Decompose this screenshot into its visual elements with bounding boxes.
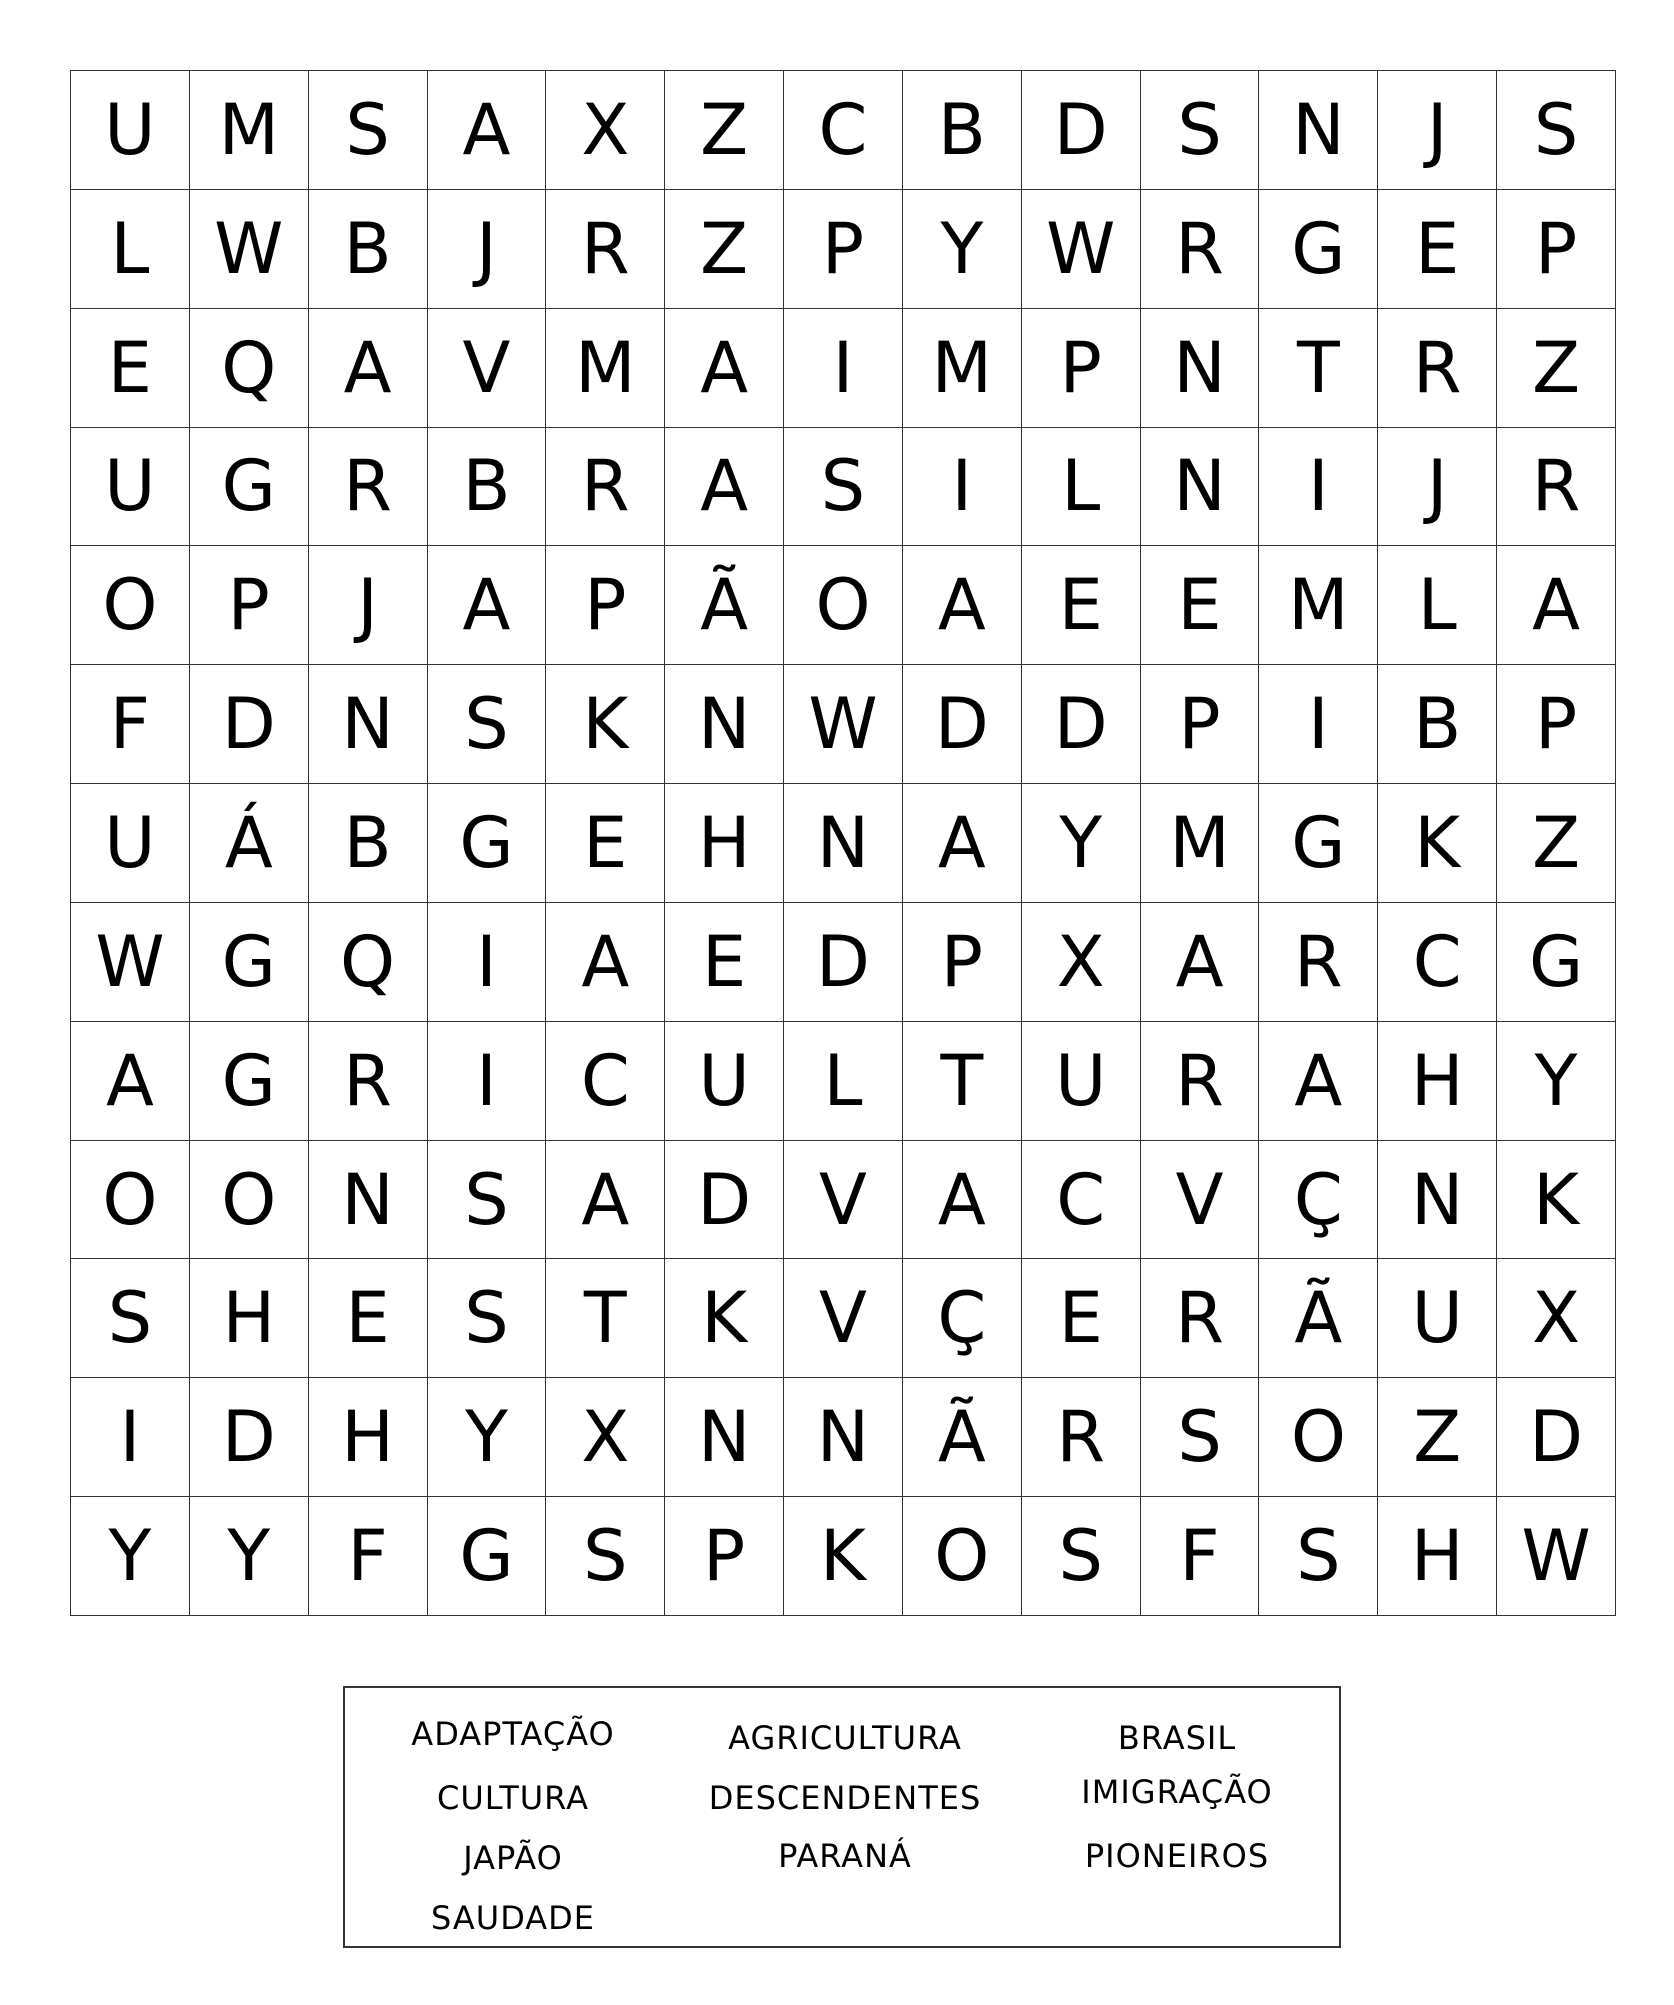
grid-cell[interactable]: Y — [903, 190, 1022, 309]
grid-cell[interactable]: H — [190, 1259, 309, 1378]
grid-cell[interactable]: W — [71, 903, 190, 1022]
grid-cell[interactable]: P — [1497, 665, 1616, 784]
word-bank-item: ADAPTAÇÃO — [411, 1715, 615, 1753]
grid-cell[interactable]: S — [309, 71, 428, 190]
grid-cell[interactable]: P — [190, 546, 309, 665]
grid-cell[interactable]: A — [903, 1141, 1022, 1260]
grid-cell[interactable]: A — [71, 1022, 190, 1141]
grid-cell[interactable]: G — [428, 784, 547, 903]
grid-cell[interactable]: X — [546, 71, 665, 190]
grid-cell[interactable]: S — [1141, 71, 1260, 190]
grid-cell[interactable]: Y — [71, 1497, 190, 1616]
grid-cell[interactable]: Z — [1497, 309, 1616, 428]
grid-cell[interactable]: C — [546, 1022, 665, 1141]
grid-cell[interactable]: A — [1497, 546, 1616, 665]
grid-cell[interactable]: D — [665, 1141, 784, 1260]
grid-cell[interactable]: S — [1497, 71, 1616, 190]
grid-cell[interactable]: G — [1259, 784, 1378, 903]
grid-cell[interactable]: C — [1378, 903, 1497, 1022]
grid-cell[interactable]: O — [71, 546, 190, 665]
grid-cell[interactable]: V — [784, 1259, 903, 1378]
grid-cell[interactable]: Ã — [665, 546, 784, 665]
grid-cell[interactable]: E — [1141, 546, 1260, 665]
grid-cell[interactable]: U — [71, 784, 190, 903]
grid-cell[interactable]: O — [1259, 1378, 1378, 1497]
grid-cell[interactable]: X — [546, 1378, 665, 1497]
grid-cell[interactable]: A — [428, 546, 547, 665]
grid-cell[interactable]: Ç — [1259, 1141, 1378, 1260]
grid-cell[interactable]: N — [784, 1378, 903, 1497]
grid-cell[interactable]: A — [665, 428, 784, 547]
grid-cell[interactable]: N — [1259, 71, 1378, 190]
grid-cell[interactable]: R — [546, 190, 665, 309]
grid-cell[interactable]: H — [309, 1378, 428, 1497]
word-bank — [343, 1686, 1341, 1948]
grid-cell[interactable]: X — [1022, 903, 1141, 1022]
grid-cell[interactable]: A — [428, 71, 547, 190]
grid-cell[interactable]: P — [546, 546, 665, 665]
grid-cell[interactable]: H — [1378, 1497, 1497, 1616]
grid-cell[interactable]: M — [190, 71, 309, 190]
grid-cell[interactable]: Y — [428, 1378, 547, 1497]
grid-cell[interactable]: O — [190, 1141, 309, 1260]
grid-cell[interactable]: L — [784, 1022, 903, 1141]
grid-cell[interactable]: T — [1259, 309, 1378, 428]
grid-cell[interactable]: T — [903, 1022, 1022, 1141]
grid-cell[interactable]: Y — [1022, 784, 1141, 903]
grid-cell[interactable]: U — [71, 71, 190, 190]
grid-cell[interactable]: N — [1141, 428, 1260, 547]
grid-cell[interactable]: U — [71, 428, 190, 547]
grid-cell[interactable]: I — [428, 1022, 547, 1141]
grid-cell[interactable]: R — [1141, 190, 1260, 309]
grid-cell[interactable]: P — [665, 1497, 784, 1616]
word-bank-item: PARANÁ — [778, 1837, 912, 1875]
grid-cell[interactable]: W — [784, 665, 903, 784]
grid-cell[interactable]: Y — [190, 1497, 309, 1616]
grid-cell[interactable]: R — [1497, 428, 1616, 547]
grid-cell[interactable]: G — [1497, 903, 1616, 1022]
grid-cell[interactable]: C — [784, 71, 903, 190]
grid-cell[interactable]: O — [903, 1497, 1022, 1616]
grid-cell[interactable]: G — [428, 1497, 547, 1616]
grid-cell[interactable]: B — [309, 784, 428, 903]
grid-cell[interactable]: J — [1378, 428, 1497, 547]
grid-cell[interactable]: S — [428, 1141, 547, 1260]
grid-cell[interactable]: L — [71, 190, 190, 309]
grid-cell[interactable]: A — [1141, 903, 1260, 1022]
grid-cell[interactable]: H — [1378, 1022, 1497, 1141]
grid-cell[interactable]: A — [1259, 1022, 1378, 1141]
grid-cell[interactable]: S — [428, 1259, 547, 1378]
word-bank-item: PIONEIROS — [1084, 1837, 1270, 1875]
grid-cell[interactable]: M — [1141, 784, 1260, 903]
grid-cell[interactable]: E — [1378, 190, 1497, 309]
grid-cell[interactable]: Q — [309, 903, 428, 1022]
grid-cell[interactable]: K — [1497, 1141, 1616, 1260]
grid-cell[interactable]: N — [784, 784, 903, 903]
grid-cell[interactable]: D — [903, 665, 1022, 784]
grid-cell[interactable]: L — [1378, 546, 1497, 665]
grid-cell[interactable]: S — [428, 665, 547, 784]
grid-cell[interactable]: Ã — [1259, 1259, 1378, 1378]
grid-cell[interactable]: C — [1022, 1141, 1141, 1260]
grid-cell[interactable]: I — [1259, 665, 1378, 784]
word-bank-item: CULTURA — [437, 1779, 589, 1817]
grid-cell[interactable]: S — [1259, 1497, 1378, 1616]
grid-cell[interactable]: R — [1259, 903, 1378, 1022]
grid-cell[interactable]: D — [190, 665, 309, 784]
grid-cell[interactable]: B — [428, 428, 547, 547]
grid-cell[interactable]: J — [428, 190, 547, 309]
grid-cell[interactable]: N — [309, 1141, 428, 1260]
word-bank-item: DESCENDENTES — [708, 1779, 982, 1817]
grid-cell[interactable]: B — [903, 71, 1022, 190]
grid-cell[interactable]: D — [190, 1378, 309, 1497]
grid-cell[interactable]: W — [1022, 190, 1141, 309]
grid-cell[interactable]: E — [665, 903, 784, 1022]
grid-cell[interactable]: Ã — [903, 1378, 1022, 1497]
grid-cell[interactable]: P — [903, 903, 1022, 1022]
grid-cell[interactable]: L — [1022, 428, 1141, 547]
grid-cell[interactable]: U — [1022, 1022, 1141, 1141]
grid-cell[interactable]: R — [1141, 1022, 1260, 1141]
grid-cell[interactable]: Á — [190, 784, 309, 903]
grid-cell[interactable]: Z — [1378, 1378, 1497, 1497]
grid-cell[interactable]: A — [546, 1141, 665, 1260]
grid-cell[interactable]: I — [428, 903, 547, 1022]
grid-cell[interactable]: I — [903, 428, 1022, 547]
grid-cell[interactable]: N — [309, 665, 428, 784]
grid-cell[interactable]: D — [784, 903, 903, 1022]
grid-cell[interactable]: O — [784, 546, 903, 665]
grid-cell[interactable]: U — [665, 1022, 784, 1141]
grid-cell[interactable]: W — [190, 190, 309, 309]
grid-cell[interactable]: V — [428, 309, 547, 428]
grid-cell[interactable]: U — [1378, 1259, 1497, 1378]
grid-cell[interactable]: G — [190, 428, 309, 547]
grid-cell[interactable]: A — [665, 309, 784, 428]
grid-cell[interactable]: E — [546, 784, 665, 903]
grid-cell[interactable]: J — [1378, 71, 1497, 190]
grid-cell[interactable]: B — [309, 190, 428, 309]
grid-cell[interactable]: Q — [190, 309, 309, 428]
grid-cell[interactable]: A — [309, 309, 428, 428]
grid-cell[interactable]: H — [665, 784, 784, 903]
grid-cell[interactable]: T — [546, 1259, 665, 1378]
grid-cell[interactable]: W — [1497, 1497, 1616, 1616]
word-bank-item: JAPÃO — [463, 1839, 563, 1877]
word-bank-item: SAUDADE — [430, 1899, 596, 1937]
grid-cell[interactable]: D — [1022, 665, 1141, 784]
grid-cell[interactable]: Y — [1497, 1022, 1616, 1141]
grid-cell[interactable]: F — [1141, 1497, 1260, 1616]
grid-cell[interactable]: A — [903, 546, 1022, 665]
grid-cell[interactable]: S — [546, 1497, 665, 1616]
grid-cell[interactable]: D — [1497, 1378, 1616, 1497]
grid-cell[interactable]: F — [309, 1497, 428, 1616]
grid-cell[interactable]: D — [1022, 71, 1141, 190]
grid-cell[interactable]: K — [1378, 784, 1497, 903]
grid-cell[interactable]: N — [665, 665, 784, 784]
word-search-grid — [70, 70, 1616, 1616]
grid-cell[interactable]: N — [1141, 309, 1260, 428]
grid-cell[interactable]: F — [71, 665, 190, 784]
grid-cell[interactable]: E — [1022, 1259, 1141, 1378]
grid-cell[interactable]: Z — [665, 71, 784, 190]
grid-cell[interactable]: I — [1259, 428, 1378, 547]
grid-cell[interactable]: P — [1497, 190, 1616, 309]
grid-cell[interactable]: K — [665, 1259, 784, 1378]
grid-cell[interactable]: A — [546, 903, 665, 1022]
grid-cell[interactable]: G — [190, 903, 309, 1022]
grid-cell[interactable]: S — [1141, 1378, 1260, 1497]
grid-cell[interactable]: E — [309, 1259, 428, 1378]
grid-cell[interactable]: R — [1378, 309, 1497, 428]
grid-cell[interactable]: G — [1259, 190, 1378, 309]
word-bank-item: AGRICULTURA — [728, 1719, 962, 1757]
grid-cell[interactable]: X — [1497, 1259, 1616, 1378]
grid-cell[interactable]: R — [309, 1022, 428, 1141]
grid-cell[interactable]: Z — [1497, 784, 1616, 903]
word-bank-item: IMIGRAÇÃO — [1081, 1773, 1273, 1811]
grid-cell[interactable]: K — [784, 1497, 903, 1616]
grid-cell[interactable]: O — [71, 1141, 190, 1260]
grid-cell[interactable]: M — [903, 309, 1022, 428]
grid-cell[interactable]: R — [1141, 1259, 1260, 1378]
grid-cell[interactable]: I — [71, 1378, 190, 1497]
grid-cell[interactable]: M — [546, 309, 665, 428]
grid-cell[interactable]: Z — [665, 190, 784, 309]
grid-cell[interactable]: S — [784, 428, 903, 547]
grid-cell[interactable]: G — [190, 1022, 309, 1141]
grid-cell[interactable]: R — [546, 428, 665, 547]
grid-cell[interactable]: S — [1022, 1497, 1141, 1616]
grid-cell[interactable]: M — [1259, 546, 1378, 665]
grid-cell[interactable]: P — [784, 190, 903, 309]
grid-cell[interactable]: P — [1141, 665, 1260, 784]
grid-cell[interactable]: N — [1378, 1141, 1497, 1260]
grid-cell[interactable]: K — [546, 665, 665, 784]
grid-cell[interactable]: J — [309, 546, 428, 665]
grid-cell[interactable]: I — [784, 309, 903, 428]
grid-cell[interactable]: Ç — [903, 1259, 1022, 1378]
word-bank-item: BRASIL — [1117, 1719, 1237, 1757]
grid-cell[interactable]: E — [1022, 546, 1141, 665]
grid-cell[interactable]: B — [1378, 665, 1497, 784]
grid-cell[interactable]: V — [784, 1141, 903, 1260]
grid-cell[interactable]: P — [1022, 309, 1141, 428]
grid-cell[interactable]: R — [309, 428, 428, 547]
grid-cell[interactable]: E — [71, 309, 190, 428]
grid-cell[interactable]: A — [903, 784, 1022, 903]
grid-cell[interactable]: R — [1022, 1378, 1141, 1497]
grid-cell[interactable]: S — [71, 1259, 190, 1378]
grid-cell[interactable]: N — [665, 1378, 784, 1497]
grid-cell[interactable]: V — [1141, 1141, 1260, 1260]
